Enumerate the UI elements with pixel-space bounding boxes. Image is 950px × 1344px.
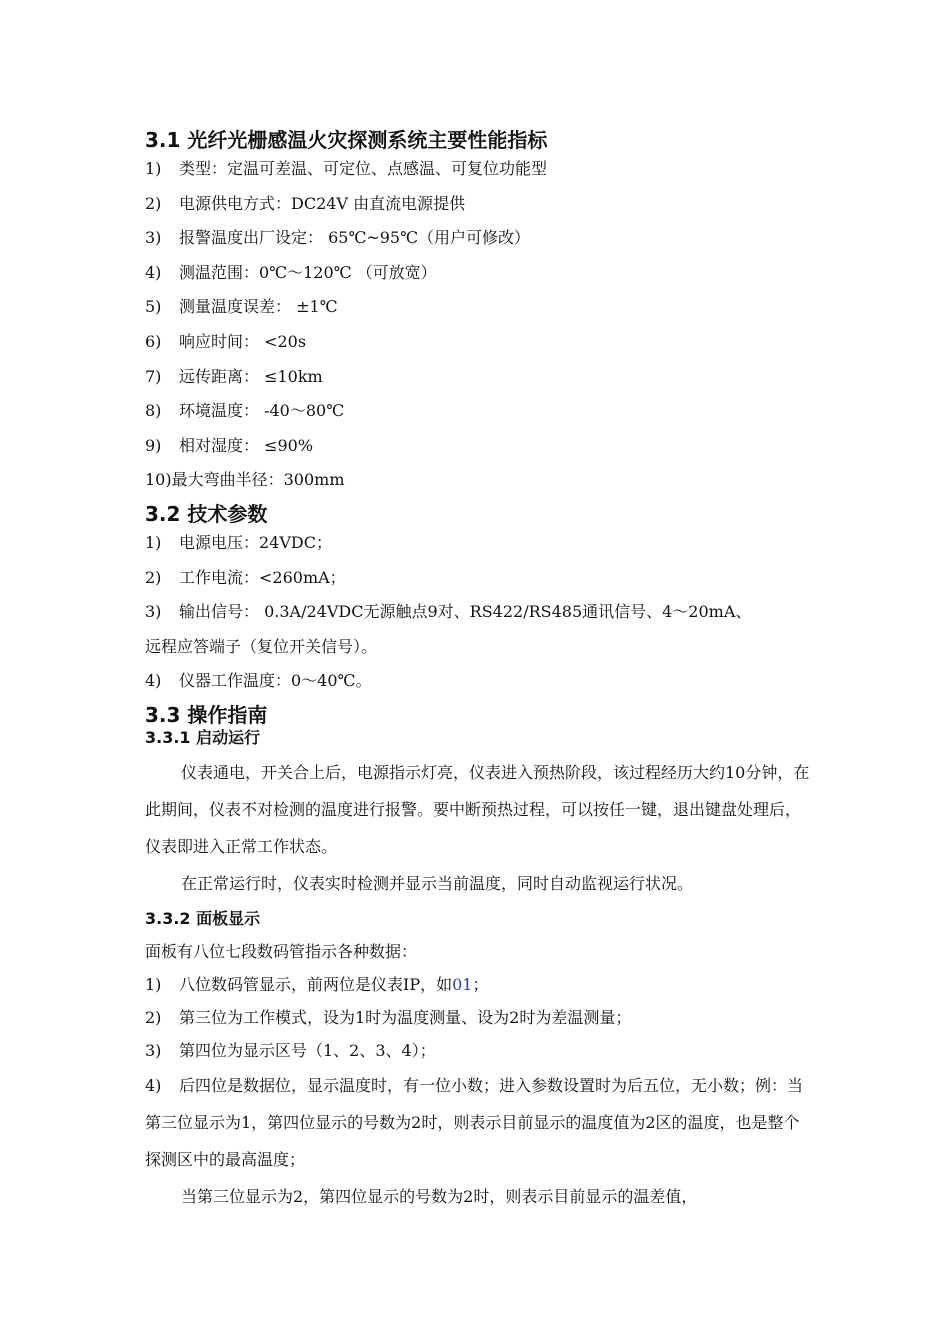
subsection-3-3-1-heading: 3.3.1 启动运行	[145, 727, 261, 747]
section-3-2-heading: 3.2 技术参数	[145, 501, 268, 526]
list-item: 2) 工作电流：<260mA；	[145, 567, 346, 587]
paragraph: 当第三位显示为2，第四位显示的号数为2时，则表示目前显示的温差值，	[181, 1186, 698, 1206]
list-item: 2) 第三位为工作模式，设为1时为温度测量、设为2时为差温测量；	[145, 1007, 632, 1027]
section-3-1-heading: 3.1 光纤光栅感温火灾探测系统主要性能指标	[145, 128, 548, 152]
section-3-3-heading: 3.3 操作指南	[145, 702, 268, 727]
list-item: 3) 第四位为显示区号（1、2、3、4）；	[145, 1040, 436, 1060]
list-item: 1) 电源电压：24VDC；	[145, 532, 332, 552]
ip-link[interactable]: 01	[452, 974, 473, 994]
list-item: 4) 后四位是数据位，显示温度时，有一位小数；进入参数设置时为后五位，无小数；例：当第三位显示为1，第四位显示的号数为2时，则表示目前显示的温度值为2区的温度，也是整个探测区中的最高温度；	[145, 1075, 804, 1169]
paragraph: 在正常运行时，仪表实时检测并显示当前温度，同时自动监视运行状况。	[181, 873, 694, 893]
list-item-continuation: 远程应答端子（复位开关信号）。	[145, 636, 378, 656]
list-item: 1) 类型：定温可差温、可定位、点感温、可复位功能型	[145, 159, 548, 178]
list-item: 9) 相对湿度： ≤90%	[145, 435, 314, 455]
list-item: 3) 报警温度出厂设定： 65℃~95℃（用户可修改）	[145, 228, 531, 248]
list-item: 6) 响应时间： <20s	[145, 331, 307, 351]
list-item: 7) 远传距离： ≤10km	[145, 366, 323, 386]
list-item: 10)最大弯曲半径：300mm	[145, 470, 345, 490]
list-item: 4) 仪器工作温度：0～40℃。	[145, 671, 372, 691]
list-item: 5) 测量温度误差： ±1℃	[145, 297, 338, 317]
list-item: 4) 测温范围：0℃～120℃ （可放宽）	[145, 262, 437, 282]
list-item: 8) 环境温度： -40～80℃	[145, 401, 345, 421]
list-item: 2) 电源供电方式：DC24V 由直流电源提供	[145, 193, 466, 213]
document-page	[145, 128, 810, 1215]
paragraph: 仪表通电，开关合上后，电源指示灯亮，仪表进入预热阶段，该过程经历大约10分钟，在此期间，仪表不对检测的温度进行报警。要中断预热过程，可以按任一键，退出键盘处理后，仪表即进入正常工作状态。	[145, 762, 810, 856]
list-item: 3) 输出信号： 0.3A/24VDC无源触点9对、RS422/RS485通讯信号、4～20mA、	[145, 602, 752, 622]
paragraph: 面板有八位七段数码管指示各种数据：	[145, 941, 418, 961]
list-item: 1) 八位数码管显示，前两位是仪表IP，如01；	[145, 974, 489, 994]
subsection-3-3-2-heading: 3.3.2 面板显示	[145, 908, 261, 928]
